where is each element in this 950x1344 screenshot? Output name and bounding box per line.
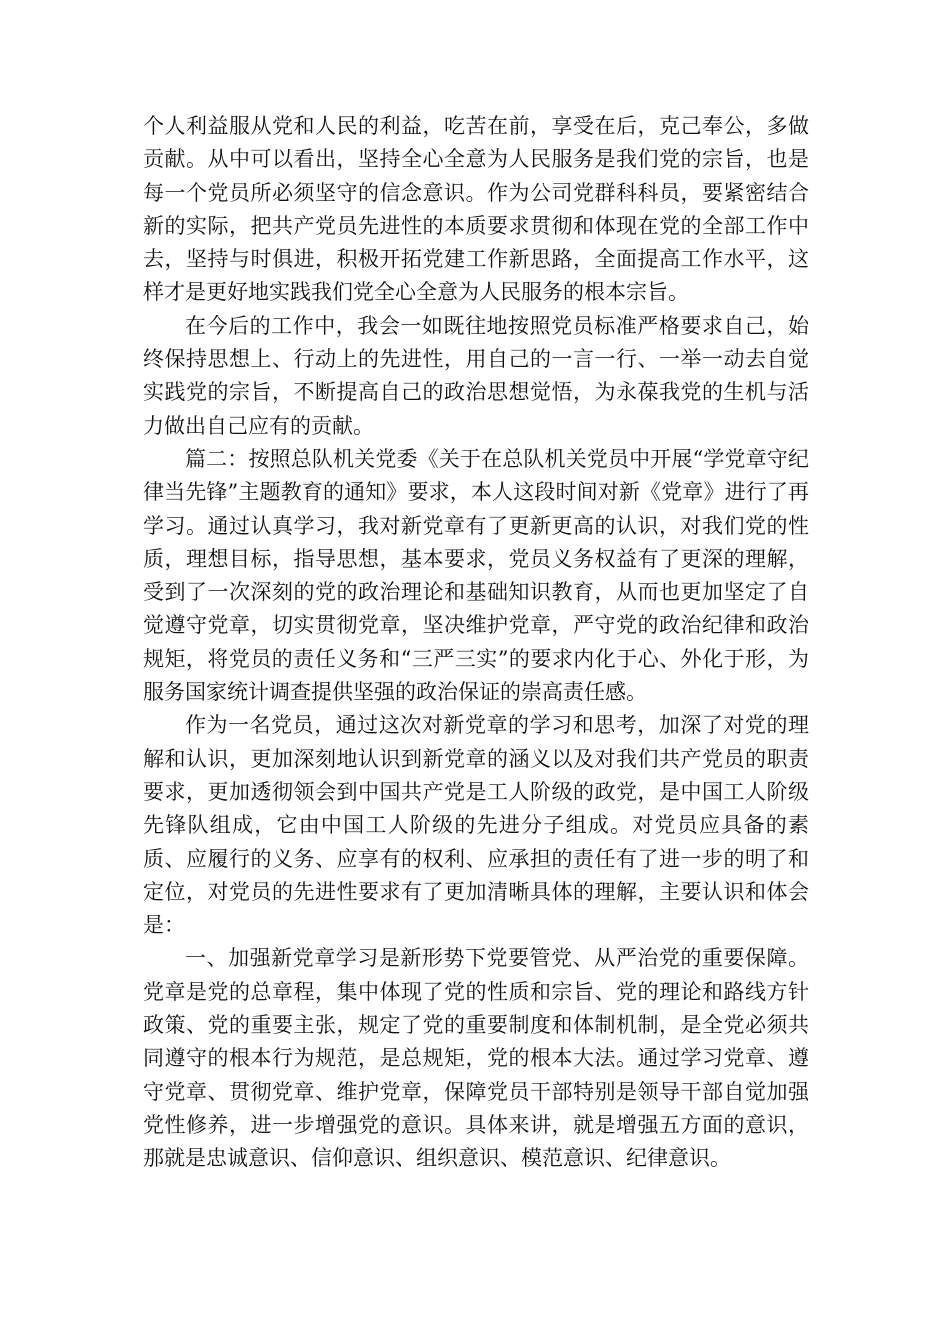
paragraph-3: 篇二：按照总队机关党委《关于在总队机关党员中开展“学党章守纪律当先锋”主题教育的通知》要求，本人这段时间对新《党章》进行了再学习。通过认真学习，我对新党章有了更新更高的认识，对我们党的性质，理想目标，指导思想，基本要求，党员义务权益有了更深的理解，受到了一次深刻的党的政治理论和基础知识教育，从而也更加坚定了自觉遵守党章，切实贯彻党章，坚决维护党章，严守党的政治纪律和政治规矩，将党员的责任义务和“三严三实”的要求内化于心、外化于形，为服务国家统计调查提供坚强的政治保证的崇高责任感。 <box>143 446 809 705</box>
document-page <box>143 110 809 1176</box>
paragraph-4: 作为一名党员，通过这次对新党章的学习和思考，加深了对党的理解和认识，更加深刻地认识到新党章的涵义以及对我们共产党员的职责要求，更加透彻领会到中国共产党是工人阶级的政党，是中国工人阶级先锋队组成，它由中国工人阶级的先进分子组成。对党员应具备的素质、应履行的义务、应享有的权利、应承担的责任有了进一步的明了和定位，对党员的先进性要求有了更加清晰具体的理解，主要认识和体会是： <box>143 713 809 938</box>
paragraph-1: 个人利益服从党和人民的利益，吃苦在前，享受在后，克己奉公，多做贡献。从中可以看出，坚持全心全意为人民服务是我们党的宗旨，也是每一个党员所必须坚守的信念意识。作为公司党群科科员，要紧密结合新的实际，把共产党员先进性的本质要求贯彻和体现在党的全部工作中去，坚持与时俱进，积极开拓党建工作新思路，全面提高工作水平，这样才是更好地实践我们党全心全意为人民服务的根本宗旨。 <box>143 114 809 305</box>
paragraph-5: 一、加强新党章学习是新形势下党要管党、从严治党的重要保障。党章是党的总章程，集中体现了党的性质和宗旨、党的理论和路线方针政策、党的重要主张，规定了党的重要制度和体制机制，是全党必须共同遵守的根本行为规范，是总规矩，党的根本大法。通过学习党章、遵守党章、贯彻党章、维护党章，保障党员干部特别是领导干部自觉加强党性修养，进一步增强党的意识。具体来讲，就是增强五方面的意识，那就是忠诚意识、信仰意识、组织意识、模范意识、纪律意识。 <box>143 946 809 1171</box>
paragraph-2: 在今后的工作中，我会一如既往地按照党员标准严格要求自己，始终保持思想上、行动上的先进性，用自己的一言一行、一举一动去自觉实践党的宗旨，不断提高自己的政治思想觉悟，为永葆我党的生机与活力做出自己应有的贡献。 <box>143 313 809 438</box>
